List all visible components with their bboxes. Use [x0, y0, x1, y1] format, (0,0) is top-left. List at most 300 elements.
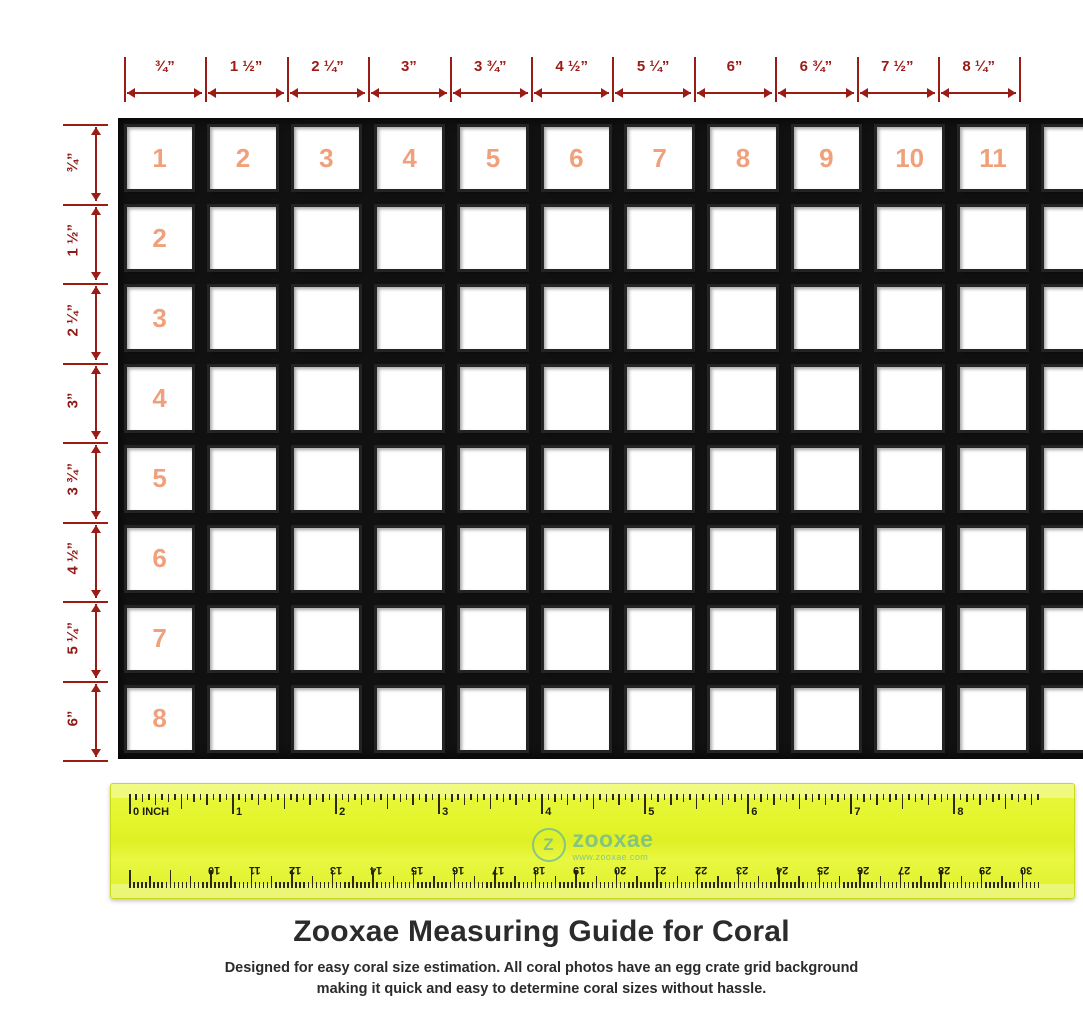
- ruler-zero-label: 0 INCH: [133, 806, 170, 818]
- ruler-tick-inch: [580, 794, 582, 802]
- ruler-tick-cm: [669, 882, 671, 888]
- ruler-tick-cm: [770, 882, 772, 888]
- grid-hole: [960, 127, 1025, 189]
- ruler-tick-cm: [786, 882, 788, 888]
- top-scale-arrow: [208, 92, 283, 94]
- grid-cell: [201, 358, 284, 438]
- grid-hole: [210, 287, 275, 349]
- grid-hole: [210, 688, 275, 750]
- ruler-tick-cm: [425, 882, 427, 888]
- ruler-tick-cm: [450, 882, 452, 888]
- grid-hole: [544, 688, 609, 750]
- grid-cell: [451, 439, 534, 519]
- ruler-tick-inch: [767, 794, 769, 800]
- ruler-tick-inch: [181, 794, 183, 809]
- ruler-tick-cm: [762, 882, 764, 888]
- ruler-tick-cm: [798, 876, 800, 888]
- grid-hole: [627, 287, 692, 349]
- ruler-tick-inch: [503, 794, 505, 802]
- ruler-tick-inch: [625, 794, 627, 800]
- grid-hole: [877, 448, 942, 510]
- grid-cell: [618, 198, 701, 278]
- ruler-inch-label: 1: [236, 806, 243, 818]
- grid-cell: [951, 679, 1034, 759]
- grid-hole: [710, 688, 775, 750]
- ruler-tick-inch: [683, 794, 685, 802]
- left-scale-tick: [63, 204, 108, 206]
- grid-cell-number: 9: [819, 142, 834, 173]
- ruler-tick-inch: [741, 794, 743, 800]
- ruler-tick-cm: [953, 882, 955, 888]
- ruler-tick-inch: [657, 794, 659, 802]
- ruler-tick-cm: [364, 882, 366, 888]
- ruler-tick-cm: [303, 882, 305, 888]
- left-scale-label: ¾”: [64, 152, 82, 173]
- ruler-tick-inch: [161, 794, 163, 800]
- ruler-tick-cm: [381, 882, 383, 888]
- grid-cell: [368, 118, 451, 198]
- ruler-tick-inch: [206, 794, 208, 805]
- ruler-tick-inch: [895, 794, 897, 800]
- ruler-tick-cm: [437, 882, 439, 888]
- ruler-tick-cm: [137, 882, 139, 888]
- ruler-tick-cm: [758, 876, 760, 888]
- ruler-tick-cm: [628, 882, 630, 888]
- grid-hole: [210, 127, 275, 189]
- ruler-tick-inch: [831, 794, 833, 800]
- left-scale-label: 6”: [64, 710, 82, 727]
- left-scale-arrow: [95, 525, 97, 599]
- ruler-tick-cm: [405, 882, 407, 888]
- top-scale-label: 6”: [726, 58, 743, 75]
- grid-cell: [285, 599, 368, 679]
- top-scale-label: 6 ¾”: [799, 58, 833, 75]
- ruler-tick-cm: [490, 882, 492, 888]
- ruler-tick-inch: [1037, 794, 1039, 800]
- ruler-tick-cm: [790, 882, 792, 888]
- top-scale-arrow: [127, 92, 202, 94]
- ruler-tick-inch: [1031, 794, 1033, 805]
- ruler-tick-inch: [322, 794, 324, 802]
- grid-cell-number: 2: [152, 222, 167, 253]
- ruler-tick-cm: [523, 882, 525, 888]
- ruler-tick-cm: [222, 882, 224, 888]
- ruler-cm-label: 28: [938, 864, 951, 876]
- grid-hole: [294, 287, 359, 349]
- ruler-tick-cm: [596, 876, 598, 888]
- ruler-tick-inch: [599, 794, 601, 800]
- grid-hole: [627, 127, 692, 189]
- grid-cell: [368, 358, 451, 438]
- ruler-tick-cm: [802, 882, 804, 888]
- grid-hole: [460, 528, 525, 590]
- ruler-cm-label: 21: [654, 864, 667, 876]
- ruler-tick-cm: [713, 882, 715, 888]
- ruler-tick-cm: [283, 882, 285, 888]
- grid-cell: [535, 118, 618, 198]
- ruler-tick-cm: [243, 882, 245, 888]
- grid-hole: [627, 207, 692, 269]
- ruler-tick-inch: [1011, 794, 1013, 800]
- ruler-tick-cm: [360, 882, 362, 888]
- grid-hole: [877, 207, 942, 269]
- ruler-tick-cm: [470, 882, 472, 888]
- grid-hole: [794, 287, 859, 349]
- grid-cell: [285, 358, 368, 438]
- top-scale-label: 8 ¼”: [962, 58, 995, 75]
- ruler-tick-inch: [863, 794, 865, 802]
- ruler-tick-cm: [510, 882, 512, 888]
- ruler-tick-inch: [973, 794, 975, 800]
- ruler-tick-cm: [949, 882, 951, 888]
- ruler-tick-cm: [567, 882, 569, 888]
- ruler-tick-cm: [417, 882, 419, 888]
- ruler-tick-inch: [284, 794, 286, 809]
- grid-hole: [377, 688, 442, 750]
- ruler-tick-inch: [960, 794, 962, 800]
- ruler-tick-inch: [148, 794, 150, 800]
- ruler-tick-cm: [794, 882, 796, 888]
- grid-cell: [1035, 278, 1083, 358]
- ruler-tick-inch: [747, 794, 749, 814]
- grid-cell-number: 3: [152, 302, 167, 333]
- ruler-tick-cm: [239, 882, 241, 888]
- grid-hole: [294, 207, 359, 269]
- ruler-tick-cm: [835, 882, 837, 888]
- top-scale-arrow: [371, 92, 446, 94]
- ruler-tick-inch: [451, 794, 453, 802]
- ruler-cm-label: 23: [735, 864, 748, 876]
- ruler-tick-inch: [734, 794, 736, 802]
- ruler-tick-cm: [1026, 882, 1028, 888]
- ruler-inch-label: 6: [751, 806, 758, 818]
- ruler-tick-cm: [750, 882, 752, 888]
- grid-cell: [285, 278, 368, 358]
- ruler-tick-cm: [880, 876, 882, 888]
- grid-cell: [951, 519, 1034, 599]
- ruler-tick-inch: [754, 794, 756, 800]
- ruler-tick-cm: [997, 882, 999, 888]
- ruler-tick-cm: [969, 882, 971, 888]
- ruler-tick-inch: [998, 794, 1000, 800]
- ruler-tick-cm: [876, 882, 878, 888]
- ruler-tick-cm: [206, 882, 208, 888]
- ruler-tick-inch: [1005, 794, 1007, 809]
- ruler-tick-inch: [908, 794, 910, 800]
- top-scale-label: 5 ¼”: [636, 58, 670, 75]
- grid-hole: [1044, 207, 1083, 269]
- ruler-tick-cm: [543, 882, 545, 888]
- ruler-cm-label: 25: [816, 864, 829, 876]
- grid-hole: [294, 448, 359, 510]
- grid-hole: [127, 207, 192, 269]
- grid-cell-number: 6: [152, 543, 167, 574]
- ruler-tick-cm: [985, 882, 987, 888]
- ruler-tick-cm: [161, 882, 163, 888]
- top-scale-tick: [1019, 57, 1021, 102]
- ruler-tick-inch: [329, 794, 331, 800]
- left-scale-arrow: [95, 604, 97, 678]
- left-scale-arrow: [95, 445, 97, 519]
- ruler-tick-inch: [941, 794, 943, 802]
- ruler-tick-inch: [870, 794, 872, 800]
- ruler-tick-cm: [170, 870, 172, 888]
- ruler-tick-cm: [677, 876, 679, 888]
- ruler-tick-cm: [259, 882, 261, 888]
- grid-hole: [710, 367, 775, 429]
- grid-cell: [535, 519, 618, 599]
- grid-cell-number: 7: [652, 142, 667, 173]
- ruler-tick-inch: [651, 794, 653, 800]
- ruler-tick-inch: [142, 794, 144, 802]
- ruler-tick-cm: [247, 882, 249, 888]
- ruler-tick-cm: [409, 882, 411, 888]
- ruler-cm-label: 10: [208, 864, 221, 876]
- grid-hole: [1044, 367, 1083, 429]
- ruler-tick-inch: [541, 794, 543, 814]
- ruler-tick-inch: [612, 794, 614, 800]
- egg-crate-grid: [118, 118, 1083, 759]
- ruler-tick-cm: [904, 882, 906, 888]
- ruler-tick-cm: [531, 882, 533, 888]
- ruler-watermark: [111, 828, 1074, 862]
- grid-cell: [951, 198, 1034, 278]
- ruler-tick-cm: [734, 882, 736, 888]
- grid-cell-number: 7: [152, 623, 167, 654]
- grid-cell: [118, 118, 201, 198]
- ruler-tick-inch: [1018, 794, 1020, 802]
- grid-hole: [127, 608, 192, 670]
- grid-hole: [710, 207, 775, 269]
- ruler-tick-inch: [438, 794, 440, 814]
- ruler-tick-inch: [857, 794, 859, 800]
- grid-hole: [377, 127, 442, 189]
- grid-hole: [377, 207, 442, 269]
- ruler-tick-inch: [760, 794, 762, 802]
- ruler-tick-cm: [746, 882, 748, 888]
- grid-hole: [127, 688, 192, 750]
- grid-cell: [701, 519, 784, 599]
- ruler-tick-cm: [1005, 882, 1007, 888]
- ruler-tick-inch: [792, 794, 794, 800]
- ruler-tick-cm: [608, 882, 610, 888]
- ruler-cm-label: 26: [857, 864, 870, 876]
- grid-cell-number: 3: [319, 142, 334, 173]
- ruler-tick-cm: [445, 882, 447, 888]
- brand-name: zooxae: [572, 826, 654, 852]
- grid-hole: [210, 207, 275, 269]
- grid-cell-number: 4: [152, 382, 167, 413]
- ruler-tick-inch: [348, 794, 350, 802]
- grid-hole: [877, 287, 942, 349]
- grid-cell: [118, 679, 201, 759]
- top-scale-arrow: [290, 92, 365, 94]
- ruler-tick-inch: [947, 794, 949, 800]
- ruler-tick-cm: [267, 882, 269, 888]
- ruler-tick-inch: [837, 794, 839, 802]
- grid-cell: [368, 278, 451, 358]
- grid-cell: [701, 358, 784, 438]
- ruler-tick-cm: [1018, 882, 1020, 888]
- ruler-tick-inch: [316, 794, 318, 800]
- grid-hole: [960, 528, 1025, 590]
- ruler-tick-cm: [839, 876, 841, 888]
- ruler-tick-inch: [812, 794, 814, 802]
- brand-url: www.zooxae.com: [572, 852, 649, 862]
- grid-hole: [377, 448, 442, 510]
- grid-cell: [285, 198, 368, 278]
- grid-cell: [618, 439, 701, 519]
- ruler-tick-inch: [393, 794, 395, 800]
- grid-cell: [451, 118, 534, 198]
- ruler-tick-cm: [149, 876, 151, 888]
- grid-cell: [201, 118, 284, 198]
- ruler-tick-inch: [515, 794, 517, 805]
- ruler-tick-cm: [498, 882, 500, 888]
- ruler-tick-cm: [385, 882, 387, 888]
- ruler-tick-inch: [805, 794, 807, 800]
- grid-cell: [701, 439, 784, 519]
- grid-cell: [201, 278, 284, 358]
- page-title: Zooxae Measuring Guide for Coral: [293, 915, 790, 948]
- ruler-tick-inch: [193, 794, 195, 802]
- ruler-tick-cm: [851, 882, 853, 888]
- ruler-tick-cm: [811, 882, 813, 888]
- grid-cell: [201, 439, 284, 519]
- ruler-tick-inch: [638, 794, 640, 800]
- ruler-tick-inch: [464, 794, 466, 805]
- ruler-tick-cm: [896, 882, 898, 888]
- ruler-tick-cm: [648, 882, 650, 888]
- grid-hole: [794, 608, 859, 670]
- ruler-tick-inch: [271, 794, 273, 802]
- ruler-tick-inch: [902, 794, 904, 809]
- ruler-cm-label: 16: [451, 864, 464, 876]
- grid-cell: [368, 519, 451, 599]
- grid-hole: [544, 448, 609, 510]
- ruler-tick-cm: [709, 882, 711, 888]
- ruler-tick-cm: [1009, 882, 1011, 888]
- grid-cell: [951, 278, 1034, 358]
- grid-cell: [1035, 519, 1083, 599]
- ruler-tick-cm: [583, 882, 585, 888]
- ruler-tick-cm: [766, 882, 768, 888]
- ruler-tick-inch: [979, 794, 981, 805]
- grid-hole: [294, 367, 359, 429]
- ruler-tick-inch: [548, 794, 550, 800]
- ruler-tick-cm: [555, 876, 557, 888]
- grid-cell: [785, 358, 868, 438]
- grid-cell: [785, 118, 868, 198]
- grid-hole: [377, 528, 442, 590]
- footer-block: [0, 915, 1083, 1000]
- ruler-tick-inch: [219, 794, 221, 802]
- ruler-tick-cm: [587, 882, 589, 888]
- ruler-tick-cm: [855, 882, 857, 888]
- ruler-tick-cm: [863, 882, 865, 888]
- ruler-tick-inch: [644, 794, 646, 814]
- ruler-tick-inch: [676, 794, 678, 800]
- ruler-tick-inch: [889, 794, 891, 802]
- ruler-tick-cm: [295, 882, 297, 888]
- grid-hole: [210, 448, 275, 510]
- ruler-tick-inch: [309, 794, 311, 805]
- grid-hole: [794, 528, 859, 590]
- grid-hole: [377, 608, 442, 670]
- grid-cell: [868, 439, 951, 519]
- ruler-tick-inch: [593, 794, 595, 809]
- ruler-tick-inch: [709, 794, 711, 802]
- ruler-tick-cm: [993, 882, 995, 888]
- grid-hole: [877, 688, 942, 750]
- ruler-tick-inch: [457, 794, 459, 800]
- grid-hole: [960, 608, 1025, 670]
- grid-hole: [377, 367, 442, 429]
- ruler-tick-cm: [823, 882, 825, 888]
- grid-cell-number: 10: [895, 142, 925, 173]
- ruler-inch-label: 5: [648, 806, 655, 818]
- grid-hole: [127, 287, 192, 349]
- watermark-text: [573, 828, 654, 862]
- ruler-tick-inch: [799, 794, 801, 809]
- ruler-tick-inch: [296, 794, 298, 802]
- grid-hole: [294, 688, 359, 750]
- ruler-cm-label: 29: [978, 864, 992, 876]
- ruler-tick-inch: [618, 794, 620, 805]
- ruler-tick-inch: [354, 794, 356, 800]
- ruler-tick-cm: [226, 882, 228, 888]
- grid-cell-number: 2: [235, 142, 251, 173]
- grid-cell: [285, 118, 368, 198]
- ruler-tick-cm: [214, 882, 216, 888]
- footer-subtitle: [0, 958, 1083, 1000]
- left-scale-label: 1 ½”: [64, 224, 82, 257]
- ruler-tick-inch: [135, 794, 137, 800]
- ruler-tick-cm: [559, 882, 561, 888]
- ruler-tick-cm: [182, 882, 184, 888]
- ruler-tick-cm: [973, 882, 975, 888]
- ruler-tick-cm: [336, 882, 338, 888]
- ruler-tick-cm: [916, 882, 918, 888]
- grid-hole: [627, 528, 692, 590]
- grid-cell: [785, 278, 868, 358]
- ruler-tick-cm: [299, 882, 301, 888]
- grid-cell: [535, 278, 618, 358]
- grid-hole: [960, 448, 1025, 510]
- ruler-tick-cm: [486, 882, 488, 888]
- ruler-tick-cm: [462, 882, 464, 888]
- ruler-tick-inch: [715, 794, 717, 800]
- grid-cell: [868, 198, 951, 278]
- ruler-tick-cm: [932, 882, 934, 888]
- ruler-tick-inch: [928, 794, 930, 805]
- ruler-tick-cm: [652, 882, 654, 888]
- ruler-tick-inch: [780, 794, 782, 800]
- ruler-cm-label: 13: [329, 864, 343, 876]
- grid-cell: [451, 679, 534, 759]
- grid-cells: [118, 118, 1083, 759]
- ruler-tick-inch: [470, 794, 472, 800]
- grid-cell: [951, 358, 1034, 438]
- grid-hole: [1044, 528, 1083, 590]
- ruler-cm-label: 11: [248, 864, 261, 876]
- ruler-tick-cm: [401, 882, 403, 888]
- ruler-tick-inch: [238, 794, 240, 800]
- grid-hole: [877, 127, 942, 189]
- ruler-tick-cm: [665, 882, 667, 888]
- ruler-tick-inch: [689, 794, 691, 800]
- grid-cell: [1035, 118, 1083, 198]
